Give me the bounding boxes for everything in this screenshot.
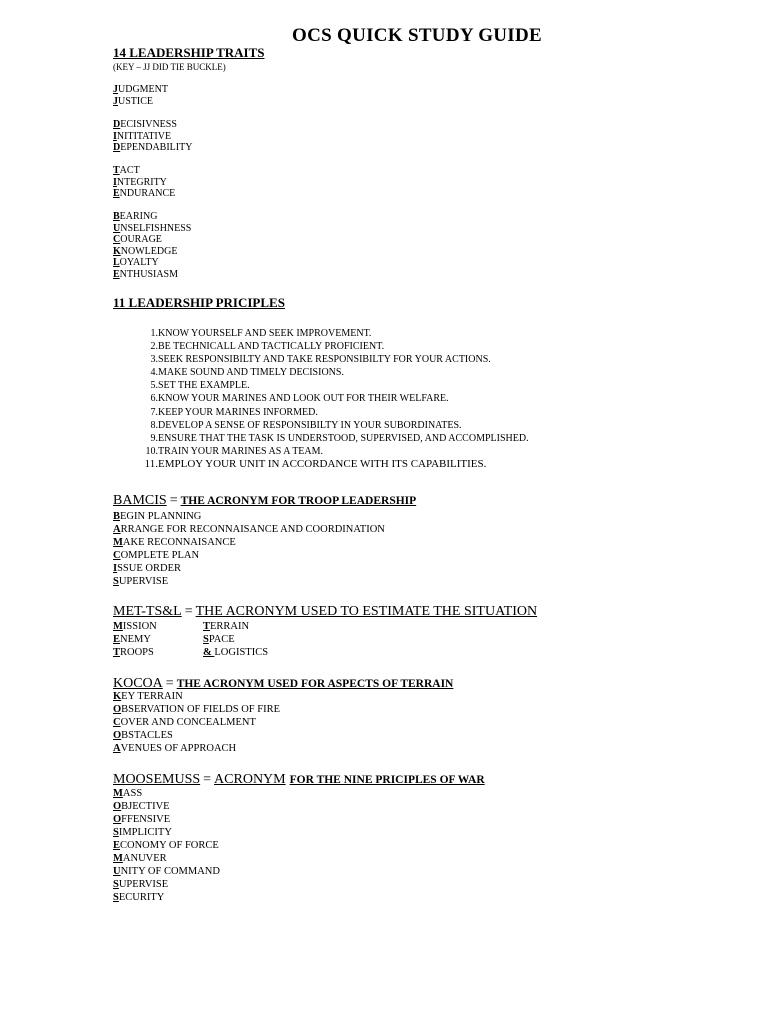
trait-item <box>113 142 192 154</box>
traits-heading: 14 LEADERSHIP TRAITS <box>113 45 265 60</box>
trait-rest: OURAGE <box>120 234 162 246</box>
principle-item <box>113 379 713 392</box>
bamcis-item-initial: C <box>113 550 121 561</box>
moosemuss-item-initial: S <box>113 827 119 838</box>
bamcis-list <box>113 510 385 588</box>
principle-text: SET THE EXAMPLE. <box>158 380 250 392</box>
moosemuss-item <box>113 787 220 800</box>
principle-text: KEEP YOUR MARINES INFORMED. <box>158 406 318 418</box>
metts-item <box>113 620 157 633</box>
trait-rest: EPENDABILITY <box>120 142 193 154</box>
principle-item <box>113 419 713 432</box>
trait-item <box>113 234 162 246</box>
equals-sign: = <box>184 604 193 619</box>
trait-item <box>113 188 175 200</box>
moosemuss-item-initial: E <box>113 840 121 851</box>
kocoa-item <box>113 690 280 703</box>
trait-initial: K <box>113 245 121 257</box>
principle-item <box>113 327 713 340</box>
moosemuss-item-initial: U <box>113 866 121 877</box>
principles-list <box>113 327 713 471</box>
principle-text: EMPLOY YOUR UNIT IN ACCORDANCE WITH ITS CAPABILITIES. <box>158 457 487 470</box>
bamcis-item-rest: SSUE ORDER <box>117 563 181 574</box>
moosemuss-list <box>113 787 220 904</box>
bamcis-item-rest: EGIN PLANNING <box>120 511 202 522</box>
trait-initial: T <box>113 165 120 176</box>
bamcis-item-initial: I <box>113 563 118 574</box>
principle-number: 5. <box>150 380 158 392</box>
moosemuss-item-rest: ASS <box>122 788 143 799</box>
trait-initial: E <box>113 269 120 280</box>
principle-item <box>113 458 713 471</box>
moosemuss-item <box>113 826 220 839</box>
moosemuss-acronym: MOOSEMUSS <box>113 772 201 787</box>
trait-item <box>113 165 140 177</box>
trait-initial: E <box>113 188 120 200</box>
principle-number: 10. <box>145 445 158 457</box>
trait-initial: I <box>113 130 117 142</box>
principle-item <box>113 432 713 445</box>
trait-initial: C <box>113 234 121 246</box>
principle-number: 4. <box>150 367 158 379</box>
principle-number: 8. <box>150 419 158 431</box>
bamcis-item <box>113 536 385 549</box>
metts-heading <box>113 602 537 620</box>
kocoa-item <box>113 716 280 729</box>
bamcis-acronym: BAMCIS <box>113 493 167 508</box>
trait-rest: NITITATIVE <box>116 130 172 142</box>
trait-item <box>113 223 191 235</box>
bamcis-item-rest: RRANGE FOR RECONNAISANCE AND COORDINATION <box>120 524 385 535</box>
metts-item-rest: NEMY <box>120 634 151 645</box>
moosemuss-item-rest: UPERVISE <box>118 879 169 890</box>
bamcis-item <box>113 562 385 575</box>
metts-item <box>203 633 268 646</box>
kocoa-item-rest: BSERVATION OF FIELDS OF FIRE <box>121 704 280 715</box>
kocoa-description: THE ACRONYM USED FOR ASPECTS OF TERRAIN <box>176 678 454 690</box>
trait-item <box>113 246 177 258</box>
page-title: OCS QUICK STUDY GUIDE <box>292 25 542 46</box>
bamcis-item <box>113 523 385 536</box>
trait-initial: L <box>113 257 120 269</box>
principle-text: TRAIN YOUR MARINES AS A TEAM. <box>158 445 324 457</box>
trait-initial: I <box>113 176 117 188</box>
metts-right-list <box>203 620 268 659</box>
moosemuss-item <box>113 878 220 891</box>
trait-item <box>113 96 153 108</box>
kocoa-acronym: KOCOA <box>113 676 163 691</box>
bamcis-item <box>113 575 385 588</box>
metts-item <box>113 646 157 659</box>
principle-item <box>113 392 713 405</box>
principle-text: SEEK RESPONSIBILTY AND TAKE RESPONSIBILTY FOR YOUR ACTIONS. <box>158 354 491 366</box>
principle-number: 6. <box>150 393 158 405</box>
metts-item <box>203 620 268 633</box>
bamcis-item-initial: B <box>113 511 121 522</box>
principle-text: KNOW YOURSELF AND SEEK IMPROVEMENT. <box>158 328 372 339</box>
trait-rest: EARING <box>119 211 158 222</box>
kocoa-item <box>113 729 280 742</box>
kocoa-item-initial: K <box>113 691 122 702</box>
trait-rest: NDURANCE <box>119 188 176 200</box>
equals-sign: = <box>169 493 178 508</box>
moosemuss-item-rest: IMPLICITY <box>118 827 172 838</box>
bamcis-item-initial: S <box>113 576 119 587</box>
metts-item-rest: LOGISTICS <box>214 647 269 658</box>
principle-item <box>113 366 713 379</box>
equals-sign: = <box>203 772 212 787</box>
principle-number: 11. <box>144 457 158 470</box>
bamcis-item-rest: OMPLETE PLAN <box>120 550 200 561</box>
trait-rest: NOWLEDGE <box>120 245 178 257</box>
moosemuss-item-initial: S <box>113 879 119 890</box>
moosemuss-item-initial: O <box>113 814 122 825</box>
trait-rest: USTICE <box>118 95 153 107</box>
kocoa-item-rest: VENUES OF APPROACH <box>120 743 237 754</box>
bamcis-item-rest: AKE RECONNAISANCE <box>122 537 236 548</box>
principle-item <box>113 353 713 366</box>
moosemuss-item <box>113 865 220 878</box>
moosemuss-item-rest: FFENSIVE <box>121 814 171 825</box>
trait-initial: J <box>113 84 118 95</box>
kocoa-item-rest: EY TERRAIN <box>121 691 183 702</box>
principle-item <box>113 406 713 419</box>
metts-acronym: MET-TS&L <box>113 604 182 619</box>
principle-number: 7. <box>150 406 158 418</box>
moosemuss-heading <box>113 770 485 788</box>
bamcis-item-rest: UPERVISE <box>118 576 169 587</box>
moosemuss-item-rest: ECURITY <box>118 892 165 903</box>
moosemuss-item-initial: M <box>113 788 123 799</box>
metts-item-initial: S <box>203 634 209 645</box>
metts-left-list <box>113 620 157 659</box>
trait-item <box>113 177 167 189</box>
kocoa-item-rest: OVER AND CONCEALMENT <box>120 717 256 728</box>
bamcis-item <box>113 510 385 523</box>
moosemuss-item <box>113 852 220 865</box>
kocoa-item-initial: A <box>113 743 121 754</box>
trait-rest: UDGMENT <box>118 84 168 95</box>
kocoa-item-initial: O <box>113 730 122 741</box>
moosemuss-item-rest: CONOMY OF FORCE <box>120 840 219 851</box>
trait-item <box>113 119 177 131</box>
bamcis-heading <box>113 491 416 509</box>
principle-text: ENSURE THAT THE TASK IS UNDERSTOOD, SUPERVISED, AND ACCOMPLISHED. <box>158 432 529 444</box>
trait-rest: NSELFISHNESS <box>120 222 192 234</box>
trait-rest: NTEGRITY <box>116 176 167 188</box>
kocoa-item-initial: O <box>113 704 122 715</box>
trait-rest: ECISIVNESS <box>120 119 177 130</box>
trait-rest: ACT <box>119 165 140 176</box>
moosemuss-item <box>113 891 220 904</box>
moosemuss-acronym-word: ACRONYM <box>214 772 286 787</box>
metts-item-rest: PACE <box>208 634 235 645</box>
metts-item-initial: T <box>113 647 121 658</box>
moosemuss-item <box>113 800 220 813</box>
trait-initial: D <box>113 142 121 154</box>
principle-text: BE TECHNICALL AND TACTICALLY PROFICIENT. <box>158 341 385 353</box>
principle-item <box>113 340 713 353</box>
metts-item-initial: M <box>113 621 123 632</box>
principle-number: 2. <box>150 341 158 353</box>
metts-item-rest: ROOPS <box>120 647 154 658</box>
principle-text: DEVELOP A SENSE OF RESPONSIBILTY IN YOUR SUBORDINATES. <box>158 419 462 431</box>
moosemuss-description: FOR THE NINE PRICIPLES OF WAR <box>289 774 485 786</box>
trait-initial: D <box>113 119 121 130</box>
trait-item <box>113 211 157 223</box>
moosemuss-item-rest: BJECTIVE <box>121 801 170 812</box>
trait-item <box>113 84 168 96</box>
trait-rest: OYALTY <box>119 257 159 269</box>
moosemuss-item-rest: ANUVER <box>122 853 167 864</box>
bamcis-item-initial: A <box>113 524 121 535</box>
moosemuss-item <box>113 839 220 852</box>
metts-item-rest: ISSION <box>122 621 157 632</box>
metts-item <box>113 633 157 646</box>
principle-number: 3. <box>150 354 158 366</box>
principle-text: KNOW YOUR MARINES AND LOOK OUT FOR THEIR WELFARE. <box>158 393 449 405</box>
metts-item-initial: T <box>203 621 211 632</box>
bamcis-item-initial: M <box>113 537 123 548</box>
trait-item <box>113 257 159 269</box>
kocoa-item <box>113 703 280 716</box>
trait-initial: B <box>113 211 120 222</box>
trait-rest: NTHUSIASM <box>119 269 179 280</box>
equals-sign: = <box>165 676 174 691</box>
trait-initial: J <box>113 95 118 107</box>
principle-text: MAKE SOUND AND TIMELY DECISIONS. <box>158 367 344 379</box>
metts-item-rest: ERRAIN <box>210 621 250 632</box>
bamcis-description: THE ACRONYM FOR TROOP LEADERSHIP <box>180 495 417 507</box>
traits-key-note: (KEY – JJ DID TIE BUCKLE) <box>113 62 226 72</box>
metts-item <box>203 646 268 659</box>
bamcis-item <box>113 549 385 562</box>
kocoa-item-initial: C <box>113 717 121 728</box>
principles-heading: 11 LEADERSHIP PRICIPLES <box>113 295 285 310</box>
moosemuss-item <box>113 813 220 826</box>
moosemuss-item-rest: NITY OF COMMAND <box>120 866 220 877</box>
trait-item <box>113 131 171 143</box>
kocoa-item <box>113 742 280 755</box>
moosemuss-item-initial: M <box>113 853 123 864</box>
metts-item-initial: & <box>203 647 215 658</box>
metts-item-initial: E <box>113 634 121 645</box>
moosemuss-item-initial: S <box>113 892 119 903</box>
trait-item <box>113 269 178 281</box>
trait-initial: U <box>113 222 121 234</box>
kocoa-item-rest: BSTACLES <box>121 730 173 741</box>
principle-item <box>113 445 713 458</box>
principle-number: 9. <box>150 432 158 444</box>
metts-description: THE ACRONYM USED TO ESTIMATE THE SITUATION <box>195 604 538 619</box>
principle-number: 1. <box>150 328 158 339</box>
moosemuss-item-initial: O <box>113 801 122 812</box>
kocoa-list <box>113 690 280 755</box>
